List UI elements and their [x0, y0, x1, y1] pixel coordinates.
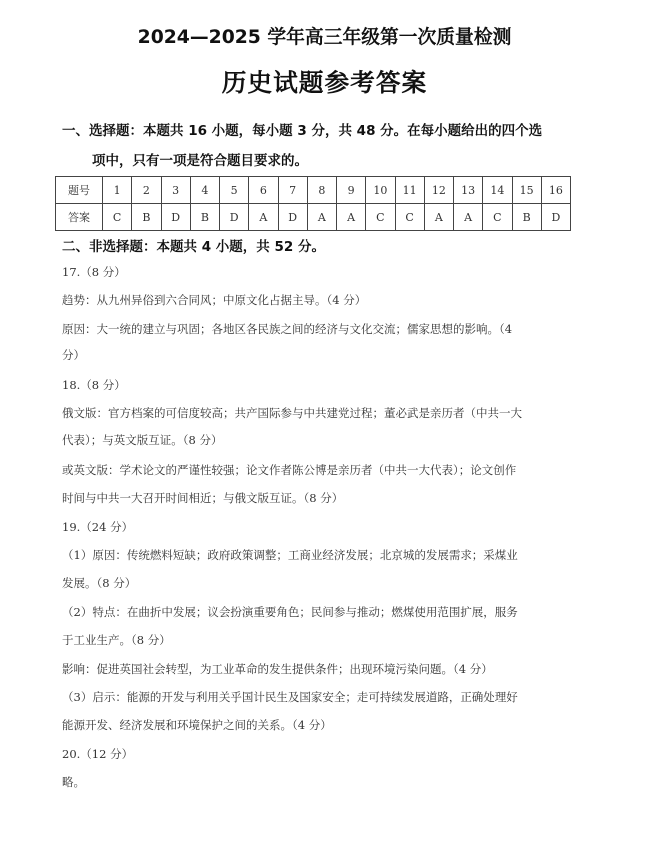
q18-english-version: 或英文版：学术论文的严谨性较强；论文作者陈公博是亲历者（中共一大代表）；论文创作: [62, 463, 517, 477]
question-number: 11: [395, 177, 424, 204]
question-number: 15: [512, 177, 541, 204]
question-number: 2: [132, 177, 161, 204]
question-19-header: 19.（24 分）: [62, 520, 134, 534]
answer-cell: A: [249, 204, 278, 231]
q17-reason: 原因：大一统的建立与巩固；各地区各民族之间的经济与文化交流；儒家思想的影响。（4: [62, 322, 513, 336]
question-number: 10: [366, 177, 395, 204]
section2-heading: 二、非选择题：本题共 4 小题，共 52 分。: [62, 239, 325, 255]
q19-part2-impact: 影响：促进英国社会转型，为工业革命的发生提供条件；出现环境污染问题。（4 分）: [62, 662, 493, 676]
q19-part2-features-cont: 于工业生产。（8 分）: [62, 633, 171, 647]
answer-cell: A: [424, 204, 453, 231]
question-17-header: 17.（8 分）: [62, 265, 126, 279]
question-number: 16: [541, 177, 570, 204]
q19-part3-insight-cont: 能源开发、经济发展和环境保护之间的关系。（4 分）: [62, 718, 332, 732]
answer-row-label: 答案: [56, 204, 103, 231]
answer-table-number-row: [56, 177, 571, 204]
question-20-header: 20.（12 分）: [62, 747, 134, 761]
answer-cell: D: [541, 204, 570, 231]
question-number: 4: [190, 177, 219, 204]
answer-cell: B: [132, 204, 161, 231]
answer-cell: B: [190, 204, 219, 231]
answer-cell: D: [220, 204, 249, 231]
question-18-header: 18.（8 分）: [62, 378, 126, 392]
number-row-label: 题号: [56, 177, 103, 204]
q19-part3-insight: （3）启示：能源的开发与利用关乎国计民生及国家安全；走可持续发展道路，正确处理好: [62, 690, 518, 704]
section1-heading-line2: 项中，只有一项是符合题目要求的。: [92, 153, 308, 169]
answer-cell: C: [103, 204, 132, 231]
question-number: 5: [220, 177, 249, 204]
question-number: 7: [278, 177, 307, 204]
question-number: 9: [337, 177, 366, 204]
q19-part2-features: （2）特点：在曲折中发展；议会扮演重要角色；民间参与推动；燃煤使用范围扩展，服务: [62, 605, 518, 619]
question-number: 8: [307, 177, 336, 204]
q18-russian-version: 俄文版：官方档案的可信度较高；共产国际参与中共建党过程；董必武是亲历者（中共一大: [62, 406, 522, 420]
question-number: 12: [424, 177, 453, 204]
q19-part1-reason: （1）原因：传统燃料短缺；政府政策调整；工商业经济发展；北京城的发展需求；采煤业: [62, 548, 518, 562]
document-title: 历史试题参考答案: [221, 68, 428, 97]
answer-table-answer-row: [56, 204, 571, 231]
answer-table: [55, 176, 571, 231]
exam-title: 2024—2025 学年高三年级第一次质量检测: [137, 27, 512, 48]
question-number: 6: [249, 177, 278, 204]
q17-trend: 趋势：从九州异俗到六合同风；中原文化占据主导。（4 分）: [62, 293, 367, 307]
answer-cell: A: [337, 204, 366, 231]
q18-russian-version-cont: 代表）；与英文版互证。（8 分）: [62, 433, 223, 447]
q17-reason-cont: 分）: [62, 348, 85, 362]
question-number: 13: [454, 177, 483, 204]
question-number: 14: [483, 177, 512, 204]
q18-english-version-cont: 时间与中共一大召开时间相近；与俄文版互证。（8 分）: [62, 491, 344, 505]
answer-cell: C: [366, 204, 395, 231]
q19-part1-reason-cont: 发展。（8 分）: [62, 576, 137, 590]
answer-cell: D: [278, 204, 307, 231]
answer-cell: A: [454, 204, 483, 231]
question-number: 1: [103, 177, 132, 204]
answer-cell: C: [395, 204, 424, 231]
section1-heading-line1: 一、选择题：本题共 16 小题，每小题 3 分，共 48 分。在每小题给出的四个选: [62, 123, 543, 139]
question-number: 3: [161, 177, 190, 204]
answer-cell: B: [512, 204, 541, 231]
answer-cell: C: [483, 204, 512, 231]
answer-cell: D: [161, 204, 190, 231]
q20-answer: 略。: [62, 775, 85, 789]
answer-cell: A: [307, 204, 336, 231]
